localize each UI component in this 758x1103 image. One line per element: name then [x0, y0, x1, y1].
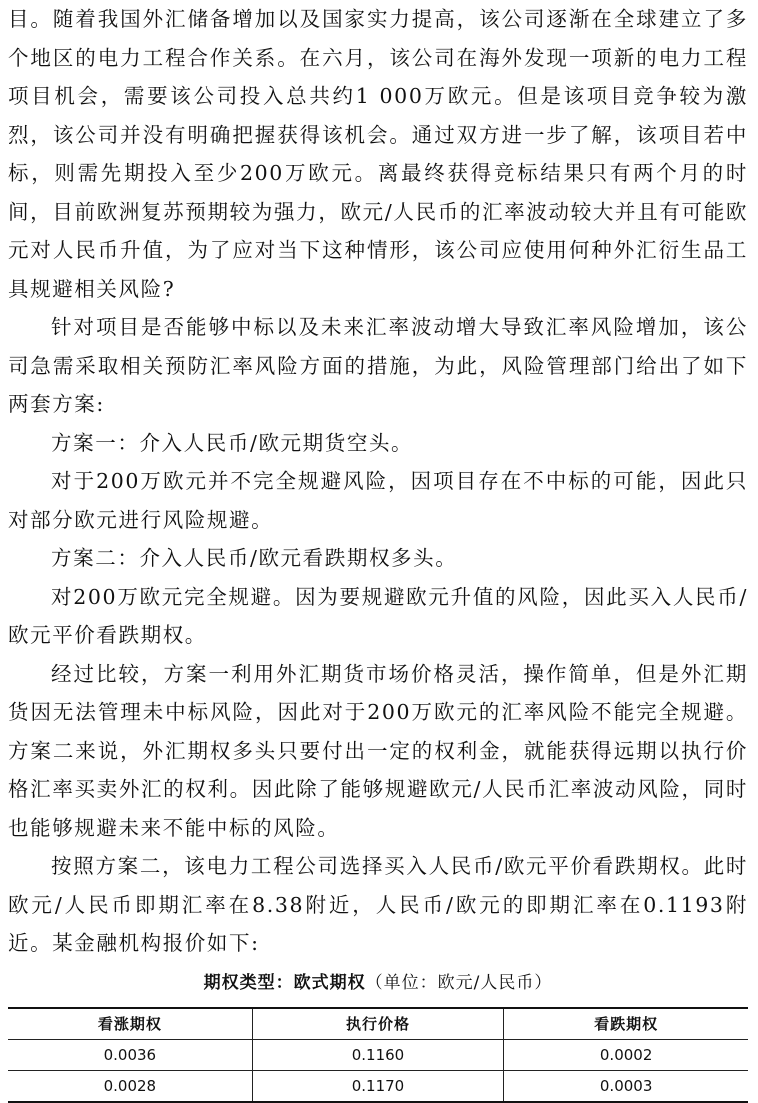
- option-quote-table: [8, 1007, 748, 1103]
- cell-call: 0.0036: [8, 1039, 252, 1070]
- quote-intro-paragraph: 按照方案二，该电力工程公司选择买入人民币/欧元平价看跌期权。此时欧元/人民币即期汇率在8.38附近，人民币/欧元的即期汇率在0.1193附近。某金融机构报价如下:: [8, 854, 748, 955]
- header-call-option: 看涨期权: [8, 1008, 252, 1040]
- cell-put: 0.0002: [504, 1039, 748, 1070]
- cell-strike: 0.1160: [252, 1039, 504, 1070]
- plan-one-heading: 方案一：介入人民币/欧元期货空头。: [51, 430, 414, 455]
- header-strike-price: 执行价格: [252, 1008, 504, 1040]
- plan-two-detail: 对200万欧元完全规避。因为要规避欧元升值的风险，因此买入人民币/欧元平价看跌期权。: [8, 584, 748, 647]
- table-caption: [8, 969, 748, 997]
- plan-one-detail: 对于200万欧元并不完全规避风险，因项目存在不中标的可能，因此只对部分欧元进行风险规避。: [8, 469, 748, 532]
- paragraph-2: 针对项目是否能够中标以及未来汇率波动增大导致汇率风险增加，该公司急需采取相关预防汇率风险方面的措施，为此，风险管理部门给出了如下两套方案:: [8, 315, 748, 416]
- comparison-paragraph: 经过比较，方案一利用外汇期货市场价格灵活，操作简单，但是外汇期货因无法管理未中标风险，因此对于200万欧元的汇率风险不能完全规避。方案二来说，外汇期权多头只要付出一定的权利金，就能获得远期以执行价格汇率买卖外汇的权利。因此除了能够规避欧元/人民币汇率波动风险，同时也能够规避未来不能中标的风险。: [8, 661, 748, 840]
- table-caption-title: 期权类型：欧式期权: [203, 972, 366, 993]
- paragraph-1: 目。随着我国外汇储备增加以及国家实力提高，该公司逐渐在全球建立了多个地区的电力工程合作关系。在六月，该公司在海外发现一项新的电力工程项目机会，需要该公司投入总共约1 000万欧元。但是该项目竞争较为激烈，该公司并没有明确把握获得该机会。通过双方进一步了解，该项目若中标，则需先期投入至少200万欧元。离最终获得竞标结果只有两个月的时间，目前欧洲复苏预期较为强力，欧元/人民币的汇率波动较大并且有可能欧元对人民币升值，为了应对当下这种情形，该公司应使用何种外汇衍生品工具规避相关风险?: [8, 7, 748, 301]
- table-row: [8, 1039, 748, 1070]
- plan-two-heading: 方案二：介入人民币/欧元看跌期权多头。: [51, 546, 458, 570]
- table-row: [8, 1070, 748, 1102]
- table-caption-unit: （单位：欧元/人民币）: [365, 972, 553, 993]
- header-put-option: 看跌期权: [504, 1008, 748, 1040]
- table-header-row: [8, 1008, 748, 1040]
- cell-put: 0.0003: [504, 1070, 748, 1102]
- cell-strike: 0.1170: [252, 1070, 504, 1102]
- cell-call: 0.0028: [8, 1070, 252, 1102]
